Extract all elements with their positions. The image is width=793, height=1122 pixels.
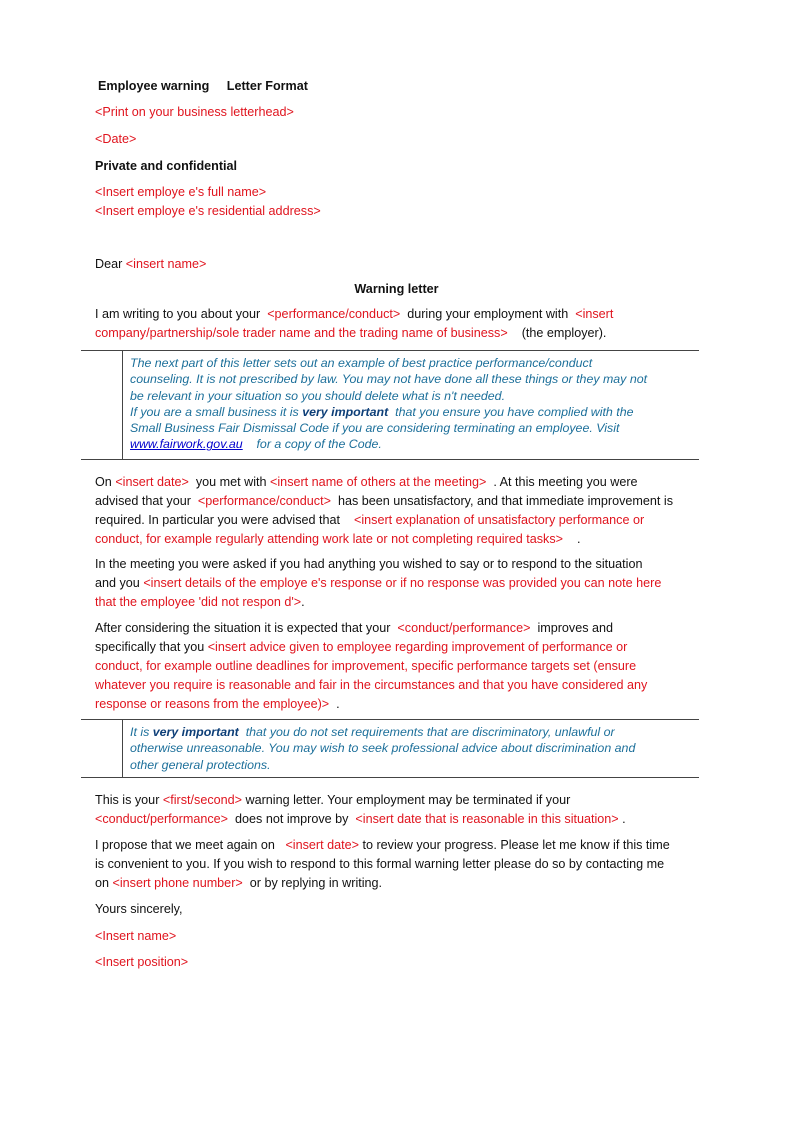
employee-name-placeholder: <Insert employe e's full name>	[95, 185, 267, 199]
closing-sincerely: Yours sincerely,	[95, 902, 183, 916]
letterhead-placeholder: <Print on your business letterhead>	[95, 105, 294, 119]
salutation	[95, 255, 705, 274]
document-title	[98, 77, 708, 96]
note-1-text: The next part of this letter sets out an example of best practice performance/conduct counseling. It is not prescribed by law. You may not have done all these things or they may not be relevant in your situation so you should delete what is n't needed. If you are a small business it is very important that you ensure you have complied with the Small Business Fair Dismissal Code if you are considering terminating an employee. Visit www.fairwork.gov.au for a copy of the Code.	[130, 356, 648, 452]
confidential-label: Private and confidential	[95, 159, 238, 173]
salutation-name-placeholder: <insert name>	[125, 257, 207, 271]
note-2-text: It is very important that you do not set requirements that are discriminatory, unlawful or otherwise unreasonable. You may wish to seek professional advice about discrimination and other general protections.	[130, 725, 636, 772]
guidance-note-1	[81, 350, 699, 460]
note-divider	[122, 351, 123, 459]
fairwork-link[interactable]: www.fairwork.gov.au	[130, 437, 243, 452]
title-part-1: Employee warning	[98, 79, 210, 93]
paragraph-review: I propose that we meet again on <insert date> to review your progress. Please let me know if this time is convenient to you. If you wish to respond to this formal warning letter please do so by contacting me on <insert phone number> or by replying in writing.	[95, 838, 670, 890]
paragraph-response: In the meeting you were asked if you had anything you wished to say or to respond to the situation and you <insert details of the employe e's response or if no response was provided you can note here that the employee 'did not respon d'>.	[95, 557, 662, 609]
employee-address-placeholder: <Insert employe e's residential address>	[95, 204, 321, 218]
closing-name-placeholder: <Insert name>	[95, 929, 177, 943]
guidance-note-2	[81, 719, 699, 778]
date-placeholder: <Date>	[95, 132, 137, 146]
paragraph-warning: This is your <first/second> warning letter. Your employment may be terminated if your <conduct/performance> does not improve by <insert date that is reasonable in this situation> .	[95, 793, 626, 826]
paragraph-meeting: On <insert date> you met with <insert name of others at the meeting> . At this meeting you were advised that your <performance/conduct> has been unsatisfactory, and that immediate improvement is required. In particular you were advised that <insert explanation of unsatisfactory performance or conduct, for example regularly attending work late or not completing required tasks> .	[95, 475, 674, 546]
salutation-dear: Dear	[95, 257, 123, 271]
note-divider	[122, 720, 123, 777]
paragraph-intro: I am writing to you about your <performance/conduct> during your employment with <insert company/partnership/sole trader name and the trading name of business> (the employer).	[95, 307, 614, 340]
title-part-2: Letter Format	[226, 79, 308, 93]
closing-position-placeholder: <Insert position>	[95, 955, 189, 969]
letter-heading: Warning letter	[354, 282, 439, 296]
paragraph-expectations: After considering the situation it is expected that your <conduct/performance> improves and specifically that you <insert advice given to employee regarding improvement of performance or conduct, for example outline deadlines for improvement, specific performance targets set (ensure whatever you require is reasonable and fair in the circumstances and that you have considered any response or reasons from the employee)> .	[95, 621, 648, 711]
